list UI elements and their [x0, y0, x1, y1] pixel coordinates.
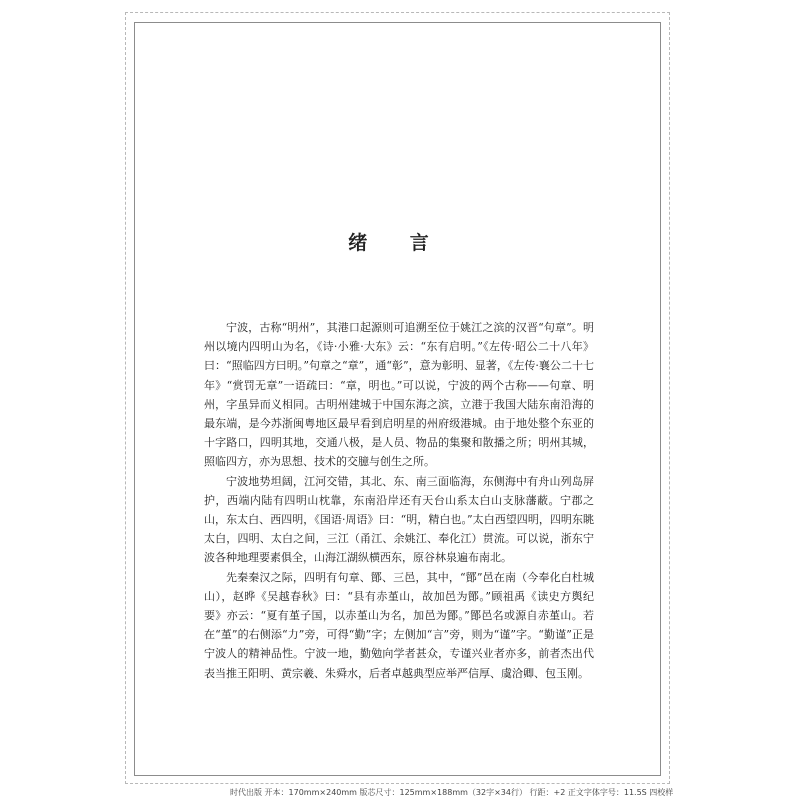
body-text	[204, 318, 594, 683]
paragraph: 先秦秦汉之际，四明有句章、鄮、三邑，其中，“鄮”邑在南（今奉化白杜城山），赵晔《吴越春秋》曰：“县有赤堇山，故加邑为鄮。”顾祖禹《读史方舆纪要》亦云：“夏有堇子国，以赤堇山为名，加邑为鄮。”鄮邑名或源自赤堇山。若在“堇”的右侧添“力”旁，可得“勤”字；左侧加“言”旁，则为“谨”字。“勤谨”正是宁波人的精神品性。宁波一地，勤勉向学者甚众，专谨兴业者亦多，前者杰出代表当推王阳明、黄宗羲、朱舜水，后者卓越典型应举严信厚、虞洽卿、包玉刚。	[204, 570, 594, 680]
page-title: 绪 言	[348, 232, 447, 254]
paragraph: 宁波，古称“明州”，其港口起源则可追溯至位于姚江之滨的汉晋“句章”。明州以境内四明山为名，《诗·小雅·大东》云：“东有启明。”《左传·昭公二十八年》曰：“照临四方曰明。”句章之“章”，通“彰”，意为彰明、显著，《左传·襄公二十七年》“赏罚无章”一语疏曰：“章，明也。”可以说，宁波的两个古称——句章、明州，字虽异而义相同。古明州建城于中国东海之滨，立港于我国大陆东南沿海的最东端，是今苏浙闽粤地区最早看到启明星的州府级港城。由于地处整个东亚的十字路口，四明其地，交通八极，是人员、物品的集聚和散播之所；明州其城，照临四方，亦为思想、技术的交臆与创生之所。	[204, 321, 594, 469]
paragraph: 宁波地势坦阔，江河交错，其北、东、南三面临海，东侧海中有舟山列岛屏护，西端内陆有四明山枕靠，东南沿岸还有天台山系太白山支脉藩蔽。宁郡之山，东太白、西四明，《国语·周语》曰：“明，精白也。”太白西望四明，四明东眺太白，四明、太白之间，三江（甬江、余姚江、奉化江）贯流。可以说，浙东宁波各种地理要素俱全，山海江湖纵横西东，原谷林泉遍布南北。	[204, 474, 594, 565]
print-spec-footer: 时代出版 开本：170mm×240mm 版芯尺寸：125mm×188mm（32字×34行） 行距：+2 正文字体字号：11.5S 四校样	[230, 788, 674, 797]
